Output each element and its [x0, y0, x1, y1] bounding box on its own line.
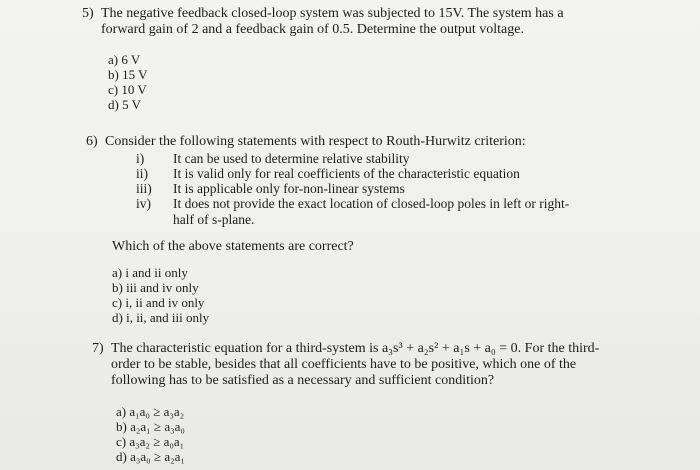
q7-stem-line3: following has to be satisfied as a necessary and sufficient condition? — [111, 373, 495, 388]
q6-question: Which of the above statements are correct? — [112, 239, 354, 254]
q7-stem-line1: The characteristic equation for a third-system is a₃s³ + a₂s² + a₁s + a₀ = 0. For the third- — [111, 341, 600, 356]
q5-option-c: c) 10 V — [108, 82, 147, 97]
q6-option-a: a) i and ii only — [112, 265, 188, 280]
q7-option-b: b) a₂a₁ ≥ a₃a₀ — [116, 419, 185, 434]
q6-option-d: d) i, ii, and iii only — [112, 310, 210, 325]
q7-option-a: a) a₁a₀ ≥ a₃a₂ — [116, 404, 185, 419]
q6-statement-label-i: i) — [136, 151, 145, 166]
q5-option-d: d) 5 V — [108, 97, 141, 112]
q6-stem: Consider the following statements with respect to Routh-Hurwitz criterion: — [105, 134, 526, 149]
q6-statement-text-i: It can be used to determine relative stability — [173, 151, 410, 166]
q6-number: 6) — [86, 134, 98, 149]
q6-option-c: c) i, ii and iv only — [112, 295, 205, 310]
q7-option-c: c) a₃a₂ ≥ a₀a₁ — [116, 434, 185, 449]
q5-option-b: b) 15 V — [108, 67, 148, 82]
q6-statement-text-ii: It is valid only for real coefficients of the characteristic equation — [173, 166, 520, 181]
q7-option-d: d) a₃a₀ ≥ a₂a₁ — [116, 449, 185, 464]
q5-stem-line1: The negative feedback closed-loop system was subjected to 15V. The system has a — [101, 6, 564, 21]
q6-option-b: b) iii and iv only — [112, 280, 199, 295]
q5-stem-line2: forward gain of 2 and a feedback gain of 0.5. Determine the output voltage. — [101, 22, 524, 37]
q5-number: 5) — [82, 6, 94, 21]
q6-statement-label-ii: ii) — [136, 166, 148, 181]
q7-number: 7) — [92, 341, 104, 356]
q6-statement-label-iv: iv) — [136, 196, 151, 211]
q7-stem-line2: order to be stable, besides that all coefficients have to be positive, which one of the — [111, 357, 577, 372]
q5-option-a: a) 6 V — [108, 52, 141, 67]
q6-statement-text-iv: It does not provide the exact location of closed-loop poles in left or right- — [173, 196, 570, 211]
q6-statement-text-iii: It is applicable only for-non-linear systems — [173, 181, 405, 196]
q6-statement-continuation: half of s-plane. — [173, 212, 255, 227]
q6-statement-label-iii: iii) — [136, 181, 152, 196]
